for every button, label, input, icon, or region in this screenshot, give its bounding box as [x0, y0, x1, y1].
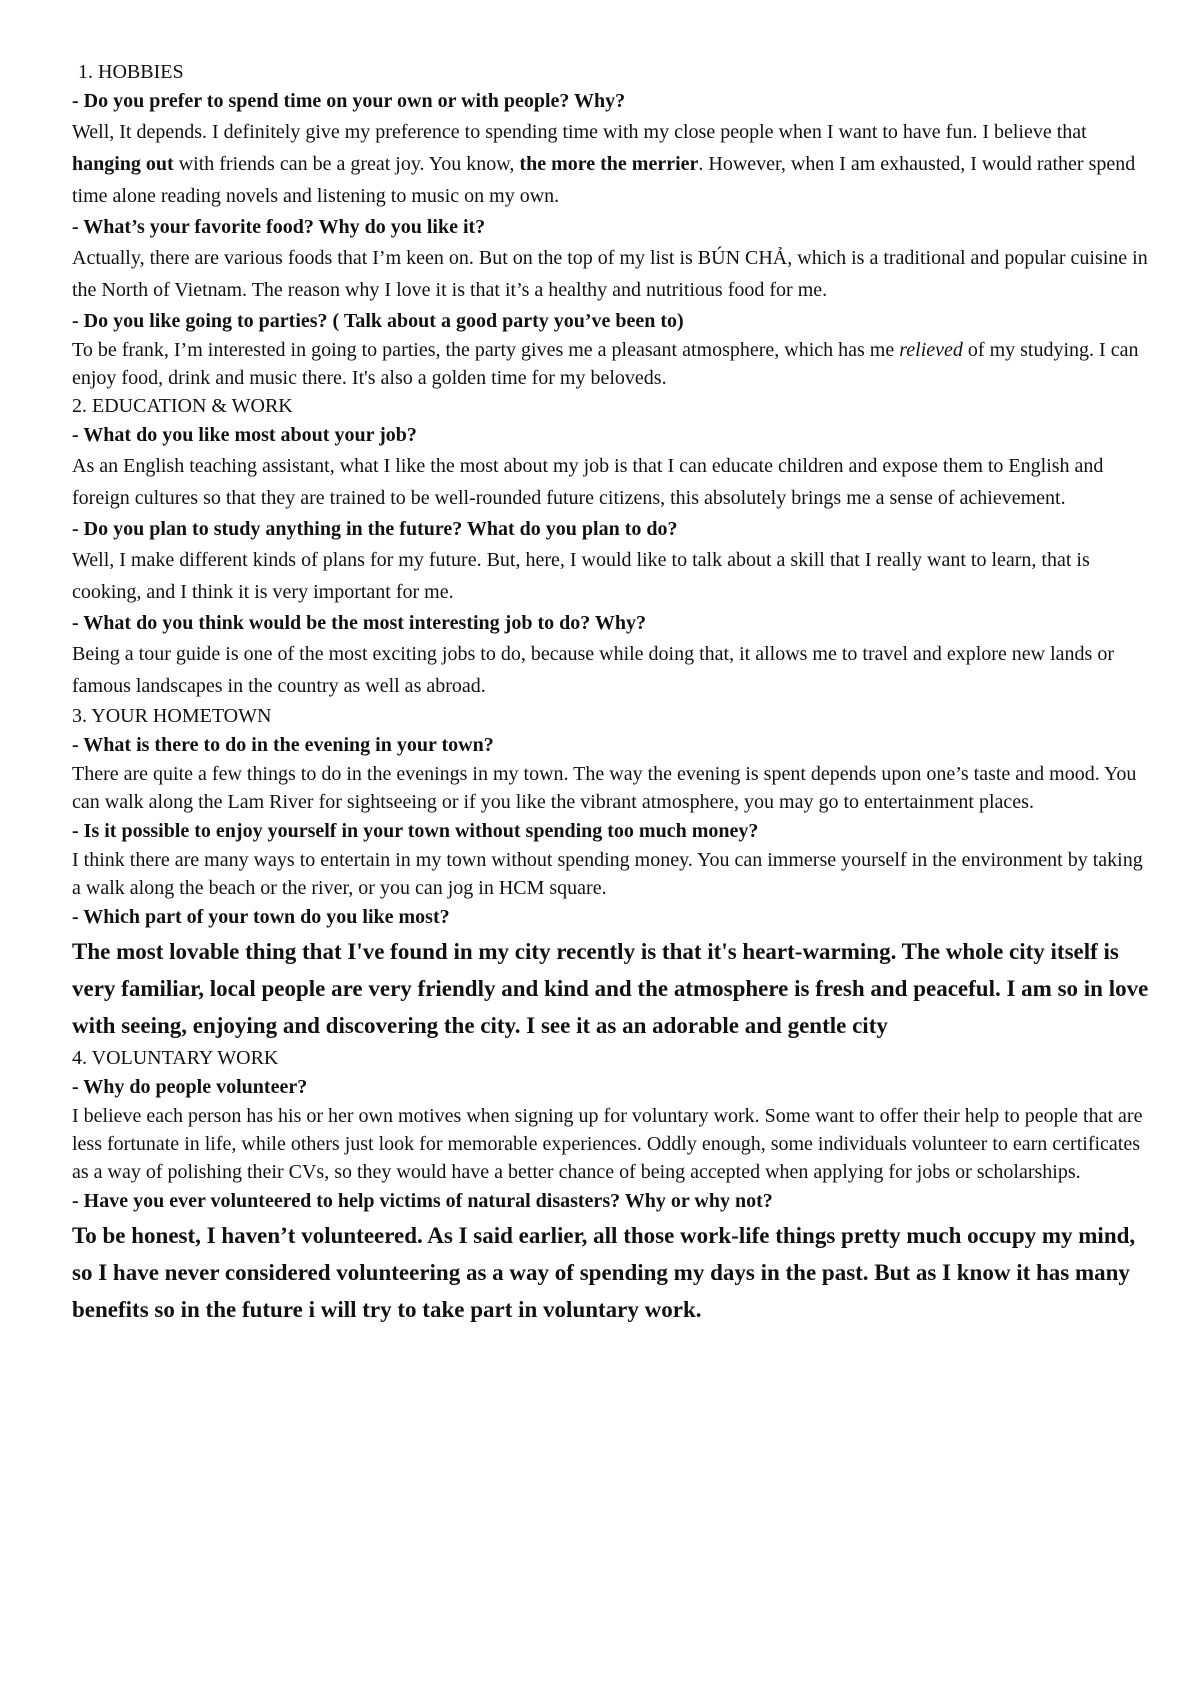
answer-without-money: I think there are many ways to entertain in my town without spending money. You can immerse yourself in the environment by taking a walk along the beach or the river, or you can jog in HCM square. [72, 849, 1143, 899]
answer-text: of my studying. I can enjoy food, drink and music there. It's also a golden time for my beloveds. [72, 339, 1139, 389]
question-spend-time: - Do you prefer to spend time on your own or with people? Why? [72, 90, 626, 112]
answer-text: To be frank, I’m interested in going to parties, the party gives me a pleasant atmosphere, which has me [72, 339, 900, 361]
question-without-money: - Is it possible to enjoy yourself in your town without spending too much money? [72, 820, 759, 842]
answer-study-plan: Well, I make different kinds of plans for my future. But, here, I would like to talk about a skill that I really want to learn, that is cooking, and I think it is very important for me. [72, 549, 1090, 603]
question-evening-town: - What is there to do in the evening in your town? [72, 734, 494, 756]
answer-favorite-food: Actually, there are various foods that I’m keen on. But on the top of my list is BÚN CHẢ, which is a traditional and popular cuisine in the North of Vietnam. The reason why I love it is that it’s a healthy and nutritious food for me. [72, 247, 1148, 301]
section-heading-voluntary-work: 4. VOLUNTARY WORK [72, 1047, 279, 1069]
answer-text: . However, when I am exhausted, I would rather spend time alone reading novels and listening to music on my own. [72, 153, 1136, 207]
italic-word-relieved: relieved [899, 339, 963, 361]
answer-spend-time [72, 116, 1152, 212]
section-heading-hometown: 3. YOUR HOMETOWN [72, 705, 272, 727]
answer-why-volunteer: I believe each person has his or her own motives when signing up for voluntary work. Some want to offer their help to people that are less fortunate in life, while others just look for memorable experiences. Oddly enough, some individuals volunteer to earn certificates as a way of polishing their CVs, so they would have a better chance of being accepted when applying for jobs or scholarships. [72, 1105, 1143, 1183]
question-favorite-food: - What’s your favorite food? Why do you like it? [72, 216, 486, 238]
answer-text: Well, It depends. I definitely give my preference to spending time with my close people when I want to have fun. I believe that [72, 121, 1087, 143]
answer-evening-town: There are quite a few things to do in the evenings in my town. The way the evening is spent depends upon one’s taste and mood. You can walk along the Lam River for sightseeing or if you like the vibrant atmosphere, you may go to entertainment places. [72, 763, 1137, 813]
section-heading-hobbies: 1. HOBBIES [78, 61, 184, 83]
question-why-volunteer: - Why do people volunteer? [72, 1076, 308, 1098]
answer-parties [72, 336, 1152, 392]
question-volunteered-disasters: - Have you ever volunteered to help victims of natural disasters? Why or why not? [72, 1190, 773, 1212]
question-parties: - Do you like going to parties? ( Talk about a good party you’ve been to) [72, 310, 684, 332]
answer-like-job: As an English teaching assistant, what I like the most about my job is that I can educate children and expose them to English and foreign cultures so that they are trained to be well-rounded future citizens, this absolutely brings me a sense of achievement. [72, 455, 1104, 509]
section-heading-education-work: 2. EDUCATION & WORK [72, 395, 293, 417]
question-interesting-job: - What do you think would be the most interesting job to do? Why? [72, 612, 646, 634]
bold-phrase-hanging-out: hanging out [72, 153, 174, 175]
answer-interesting-job: Being a tour guide is one of the most exciting jobs to do, because while doing that, it allows me to travel and explore new lands or famous landscapes in the country as well as abroad. [72, 643, 1114, 697]
question-like-job: - What do you like most about your job? [72, 424, 417, 446]
question-part-of-town: - Which part of your town do you like most? [72, 906, 450, 928]
question-study-plan: - Do you plan to study anything in the future? What do you plan to do? [72, 518, 678, 540]
answer-part-of-town: The most lovable thing that I've found in my city recently is that it's heart-warming. The whole city itself is very familiar, local people are very friendly and kind and the atmosphere is fresh and peaceful. I am so in love with seeing, enjoying and discovering the city. I see it as an adorable and gentle city [72, 939, 1149, 1038]
answer-text: with friends can be a great joy. You know, [173, 153, 520, 175]
bold-phrase-more-merrier: the more the merrier [519, 153, 699, 175]
answer-volunteered-disasters: To be honest, I haven’t volunteered. As I said earlier, all those work-life things pretty much occupy my mind, so I have never considered volunteering as a way of spending my days in the past. But as I know it has many benefits so in the future i will try to take part in voluntary work. [72, 1223, 1136, 1322]
